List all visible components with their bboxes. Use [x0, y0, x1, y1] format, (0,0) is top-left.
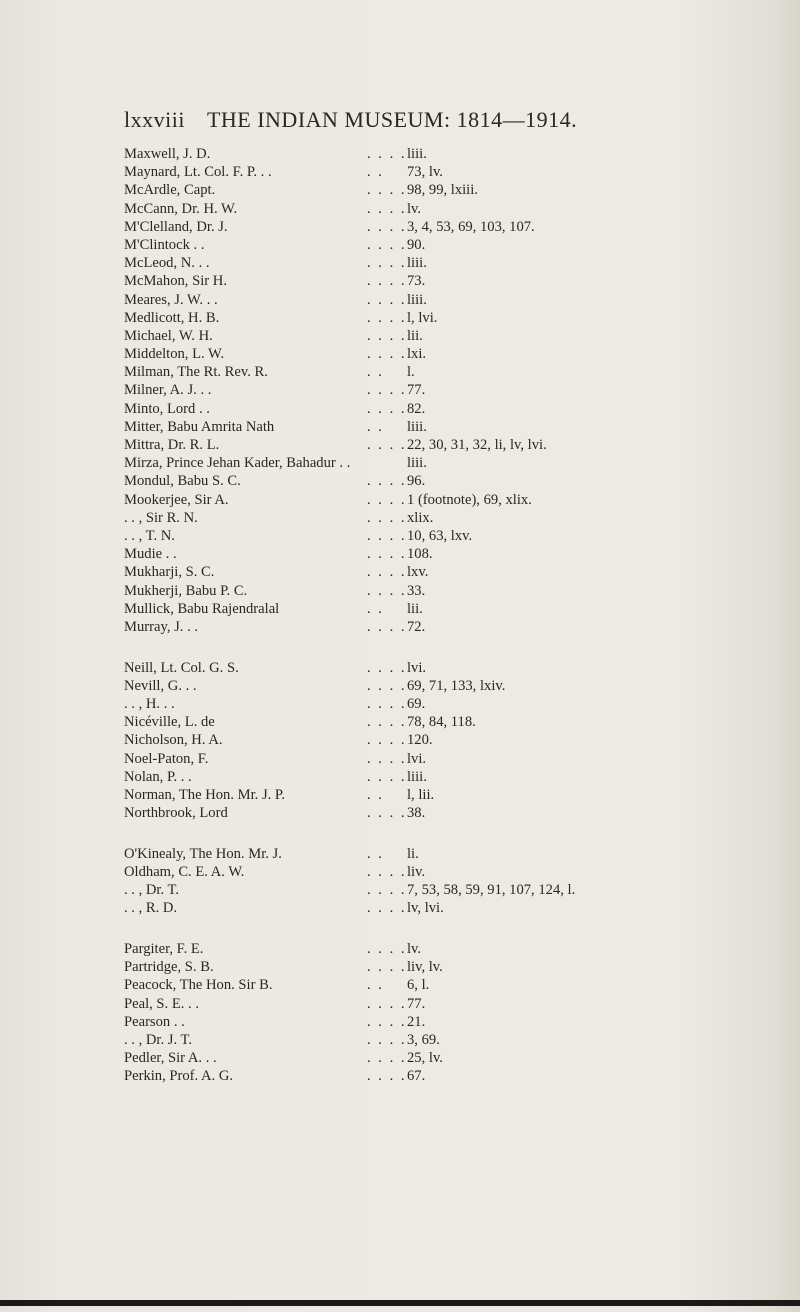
- entry-name: . . , T. N.: [124, 527, 175, 544]
- entry-leader-dots: . . . .: [367, 582, 407, 599]
- entry-page-refs: 77.: [407, 995, 426, 1012]
- entry-page-refs: 67.: [407, 1068, 426, 1085]
- entry-name: . . , Dr. T.: [124, 882, 179, 899]
- index-entry: [124, 381, 800, 399]
- entry-name: . . , R. D.: [124, 900, 178, 917]
- entry-page-refs: 6, l.: [407, 977, 430, 994]
- entry-page-refs: lvi.: [407, 750, 427, 767]
- entry-name: Peacock, The Hon. Sir B.: [124, 977, 273, 994]
- index-section: [124, 845, 800, 918]
- entry-name: Mukharji, S. C.: [124, 564, 215, 581]
- entry-leader-dots: . . . .: [367, 509, 407, 526]
- entry-leader-dots: . . . .: [367, 768, 407, 785]
- entry-name: Oldham, C. E. A. W.: [124, 863, 245, 880]
- entry-page-refs: 73.: [407, 273, 426, 290]
- entry-leader-dots: . . . .: [367, 695, 407, 712]
- index-entry: [124, 509, 800, 527]
- entry-name: Pargiter, F. E.: [124, 941, 204, 957]
- entry-page-refs: lii.: [407, 600, 423, 617]
- index-entry: [124, 272, 800, 290]
- entry-page-refs: liii.: [407, 255, 427, 272]
- index-entry: [124, 491, 800, 509]
- entry-page-refs: liii.: [407, 455, 427, 472]
- entry-page-refs: 69, 71, 133, lxiv.: [407, 677, 506, 694]
- entry-leader-dots: . .: [367, 600, 384, 617]
- index-entry: [124, 527, 800, 545]
- index-entry: [124, 1049, 800, 1067]
- entry-name: Mondul, Babu S. C.: [124, 473, 241, 490]
- entry-name: . . , Dr. J. T.: [124, 1031, 192, 1048]
- entry-leader-dots: . .: [367, 364, 384, 381]
- entry-name: Mittra, Dr. R. L.: [124, 437, 220, 453]
- entry-page-refs: lxi.: [407, 346, 427, 363]
- index-entry: [124, 163, 800, 181]
- entry-page-refs: 21.: [407, 1013, 426, 1030]
- entry-leader-dots: . . . .: [367, 1068, 407, 1085]
- entry-name: Mukherji, Babu P. C.: [124, 582, 248, 599]
- index-entry: [124, 400, 800, 418]
- entry-leader-dots: . .: [367, 977, 384, 994]
- entry-page-refs: 22, 30, 31, 32, li, lv, lvi.: [407, 437, 547, 453]
- entry-name: Murray, J. . .: [124, 618, 199, 635]
- entry-page-refs: 33.: [407, 582, 426, 599]
- entry-name: Meares, J. W. . .: [124, 291, 218, 308]
- entry-name: Nicéville, L. de: [124, 714, 215, 731]
- entry-page-refs: l.: [407, 364, 415, 381]
- entry-leader-dots: . . . .: [367, 805, 407, 822]
- entry-leader-dots: . . . .: [367, 659, 407, 676]
- entry-page-refs: 3, 69.: [407, 1031, 440, 1048]
- index-entry: [124, 545, 800, 563]
- entry-page-refs: 3, 4, 53, 69, 103, 107.: [407, 218, 535, 235]
- entry-leader-dots: . .: [367, 845, 384, 862]
- index-entry: [124, 677, 800, 695]
- entry-leader-dots: . . . .: [367, 327, 407, 344]
- entry-leader-dots: . . . .: [367, 732, 407, 749]
- index-entry: [124, 786, 800, 804]
- entry-leader-dots: . . . .: [367, 677, 407, 694]
- entry-name: Peal, S. E. . .: [124, 995, 199, 1012]
- entry-name: Mitter, Babu Amrita Nath: [124, 418, 275, 435]
- entry-page-refs: 73, lv.: [407, 164, 443, 181]
- entry-name: Mullick, Babu Rajendralal: [124, 600, 280, 617]
- entry-leader-dots: . . . .: [367, 309, 407, 326]
- index-entry: [124, 731, 800, 749]
- entry-page-refs: li.: [407, 845, 419, 862]
- entry-leader-dots: . . . .: [367, 941, 407, 957]
- index-entry: [124, 768, 800, 786]
- entry-name: McArdle, Capt.: [124, 182, 216, 199]
- entry-name: Medlicott, H. B.: [124, 309, 220, 326]
- index-entries: [124, 145, 800, 1108]
- page-edge-shadow: [0, 1300, 800, 1306]
- entry-page-refs: 72.: [407, 618, 426, 635]
- entry-leader-dots: . . . .: [367, 995, 407, 1012]
- entry-leader-dots: . . . .: [367, 200, 407, 217]
- index-entry: [124, 436, 800, 454]
- index-entry: [124, 940, 800, 958]
- entry-leader-dots: . . . .: [367, 146, 407, 162]
- entry-leader-dots: . . . .: [367, 564, 407, 581]
- entry-leader-dots: . . . .: [367, 1013, 407, 1030]
- entry-leader-dots: . . . .: [367, 473, 407, 490]
- page-number: lxxviii: [124, 107, 185, 132]
- index-entry: [124, 218, 800, 236]
- index-section: [124, 659, 800, 823]
- entry-page-refs: xlix.: [407, 509, 434, 526]
- index-entry: [124, 327, 800, 345]
- index-entry: [124, 345, 800, 363]
- entry-name: Mudie . .: [124, 546, 177, 563]
- entry-page-refs: lxv.: [407, 564, 429, 581]
- entry-page-refs: 1 (footnote), 69, xlix.: [407, 491, 532, 508]
- entry-name: . . , Sir R. N.: [124, 509, 198, 526]
- entry-leader-dots: . . . .: [367, 182, 407, 199]
- entry-page-refs: liii.: [407, 146, 427, 162]
- entry-page-refs: lv.: [407, 941, 422, 957]
- entry-page-refs: lii.: [407, 327, 423, 344]
- entry-name: Noel-Paton, F.: [124, 750, 209, 767]
- entry-name: Michael, W. H.: [124, 327, 213, 344]
- entry-name: Perkin, Prof. A. G.: [124, 1068, 234, 1085]
- running-header: [124, 107, 784, 133]
- index-entry: [124, 472, 800, 490]
- index-entry: [124, 1013, 800, 1031]
- entry-page-refs: 120.: [407, 732, 433, 749]
- index-entry: [124, 899, 800, 917]
- index-entry: [124, 618, 800, 636]
- entry-leader-dots: . . . .: [367, 273, 407, 290]
- entry-name: Norman, The Hon. Mr. J. P.: [124, 786, 286, 803]
- entry-page-refs: liii.: [407, 768, 427, 785]
- entry-leader-dots: . . . .: [367, 291, 407, 308]
- entry-name: Neill, Lt. Col. G. S.: [124, 659, 239, 676]
- entry-page-refs: l, lii.: [407, 786, 435, 803]
- index-entry: [124, 750, 800, 768]
- index-entry: [124, 363, 800, 381]
- entry-name: McLeod, N. . .: [124, 255, 210, 272]
- index-entry: [124, 659, 800, 677]
- entry-name: Minto, Lord . .: [124, 400, 210, 417]
- index-entry: [124, 418, 800, 436]
- entry-name: Mookerjee, Sir A.: [124, 491, 229, 508]
- entry-leader-dots: . . . .: [367, 546, 407, 563]
- entry-name: Middelton, L. W.: [124, 346, 225, 363]
- entry-leader-dots: . . . .: [367, 959, 407, 976]
- entry-leader-dots: . . . .: [367, 1031, 407, 1048]
- running-title: THE INDIAN MUSEUM: 1814—1914.: [206, 107, 578, 132]
- entry-page-refs: 69.: [407, 695, 426, 712]
- entry-name: Mirza, Prince Jehan Kader, Bahadur . .: [124, 455, 351, 472]
- entry-leader-dots: . . . .: [367, 618, 407, 635]
- entry-page-refs: liv, lv.: [407, 959, 443, 976]
- entry-name: McMahon, Sir H.: [124, 273, 227, 290]
- entry-name: O'Kinealy, The Hon. Mr. J.: [124, 845, 282, 862]
- entry-page-refs: 78, 84, 118.: [407, 714, 476, 731]
- index-entry: [124, 958, 800, 976]
- entry-page-refs: l, lvi.: [407, 309, 438, 326]
- index-entry: [124, 254, 800, 272]
- entry-name: Pedler, Sir A. . .: [124, 1050, 217, 1067]
- entry-name: M'Clelland, Dr. J.: [124, 218, 228, 235]
- index-entry: [124, 995, 800, 1013]
- entry-page-refs: 82.: [407, 400, 426, 417]
- entry-leader-dots: . . . .: [367, 400, 407, 417]
- index-entry: [124, 200, 800, 218]
- index-entry: [124, 863, 800, 881]
- entry-page-refs: lv, lvi.: [407, 900, 444, 917]
- index-entry: [124, 181, 800, 199]
- index-entry: [124, 1031, 800, 1049]
- entry-name: Maxwell, J. D.: [124, 146, 211, 162]
- entry-page-refs: liii.: [407, 418, 427, 435]
- entry-page-refs: 38.: [407, 805, 426, 822]
- entry-leader-dots: . .: [367, 418, 384, 435]
- entry-leader-dots: . . . .: [367, 437, 407, 453]
- index-entry: [124, 236, 800, 254]
- entry-leader-dots: . . . .: [367, 900, 407, 917]
- entry-page-refs: 90.: [407, 236, 426, 253]
- entry-page-refs: 108.: [407, 546, 433, 563]
- entry-page-refs: 98, 99, lxiii.: [407, 182, 478, 199]
- index-section: [124, 940, 800, 1086]
- entry-page-refs: liv.: [407, 863, 426, 880]
- entry-leader-dots: . . . .: [367, 491, 407, 508]
- entry-leader-dots: . . . .: [367, 750, 407, 767]
- entry-leader-dots: . . . .: [367, 882, 407, 899]
- entry-leader-dots: . . . .: [367, 1050, 407, 1067]
- index-entry: [124, 881, 800, 899]
- entry-leader-dots: . .: [367, 786, 384, 803]
- index-entry: [124, 145, 800, 163]
- entry-name: Pearson . .: [124, 1013, 185, 1030]
- entry-name: Maynard, Lt. Col. F. P. . .: [124, 164, 272, 181]
- entry-name: M'Clintock . .: [124, 236, 205, 253]
- index-section: [124, 145, 800, 636]
- entry-page-refs: lv.: [407, 200, 422, 217]
- entry-page-refs: lvi.: [407, 659, 427, 676]
- entry-leader-dots: . . . .: [367, 527, 407, 544]
- entry-name: Partridge, S. B.: [124, 959, 214, 976]
- entry-name: Nolan, P. . .: [124, 768, 192, 785]
- entry-leader-dots: . . . .: [367, 346, 407, 363]
- index-entry: [124, 804, 800, 822]
- index-entry: [124, 1067, 800, 1085]
- index-entry: [124, 563, 800, 581]
- entry-page-refs: liii.: [407, 291, 427, 308]
- index-entry: [124, 845, 800, 863]
- entry-leader-dots: . . . .: [367, 218, 407, 235]
- entry-leader-dots: . . . .: [367, 382, 407, 399]
- index-entry: [124, 695, 800, 713]
- entry-page-refs: 77.: [407, 382, 426, 399]
- entry-leader-dots: . . . .: [367, 863, 407, 880]
- entry-leader-dots: . . . .: [367, 714, 407, 731]
- index-entry: [124, 976, 800, 994]
- entry-leader-dots: . . . .: [367, 236, 407, 253]
- index-entry: [124, 309, 800, 327]
- entry-name: . . , H. . .: [124, 695, 175, 712]
- entry-name: Milner, A. J. . .: [124, 382, 212, 399]
- entry-leader-dots: . . . .: [367, 255, 407, 272]
- entry-name: Northbrook, Lord: [124, 805, 228, 822]
- index-entry: [124, 600, 800, 618]
- index-entry: [124, 454, 800, 472]
- entry-page-refs: 10, 63, lxv.: [407, 527, 473, 544]
- index-entry: [124, 582, 800, 600]
- entry-name: McCann, Dr. H. W.: [124, 200, 238, 217]
- entry-name: Milman, The Rt. Rev. R.: [124, 364, 268, 381]
- index-entry: [124, 713, 800, 731]
- entry-name: Nicholson, H. A.: [124, 732, 223, 749]
- entry-page-refs: 25, lv.: [407, 1050, 443, 1067]
- entry-name: Nevill, G. . .: [124, 677, 197, 694]
- index-entry: [124, 291, 800, 309]
- entry-page-refs: 7, 53, 58, 59, 91, 107, 124, l.: [407, 882, 576, 899]
- entry-leader-dots: . .: [367, 164, 384, 181]
- entry-page-refs: 96.: [407, 473, 426, 490]
